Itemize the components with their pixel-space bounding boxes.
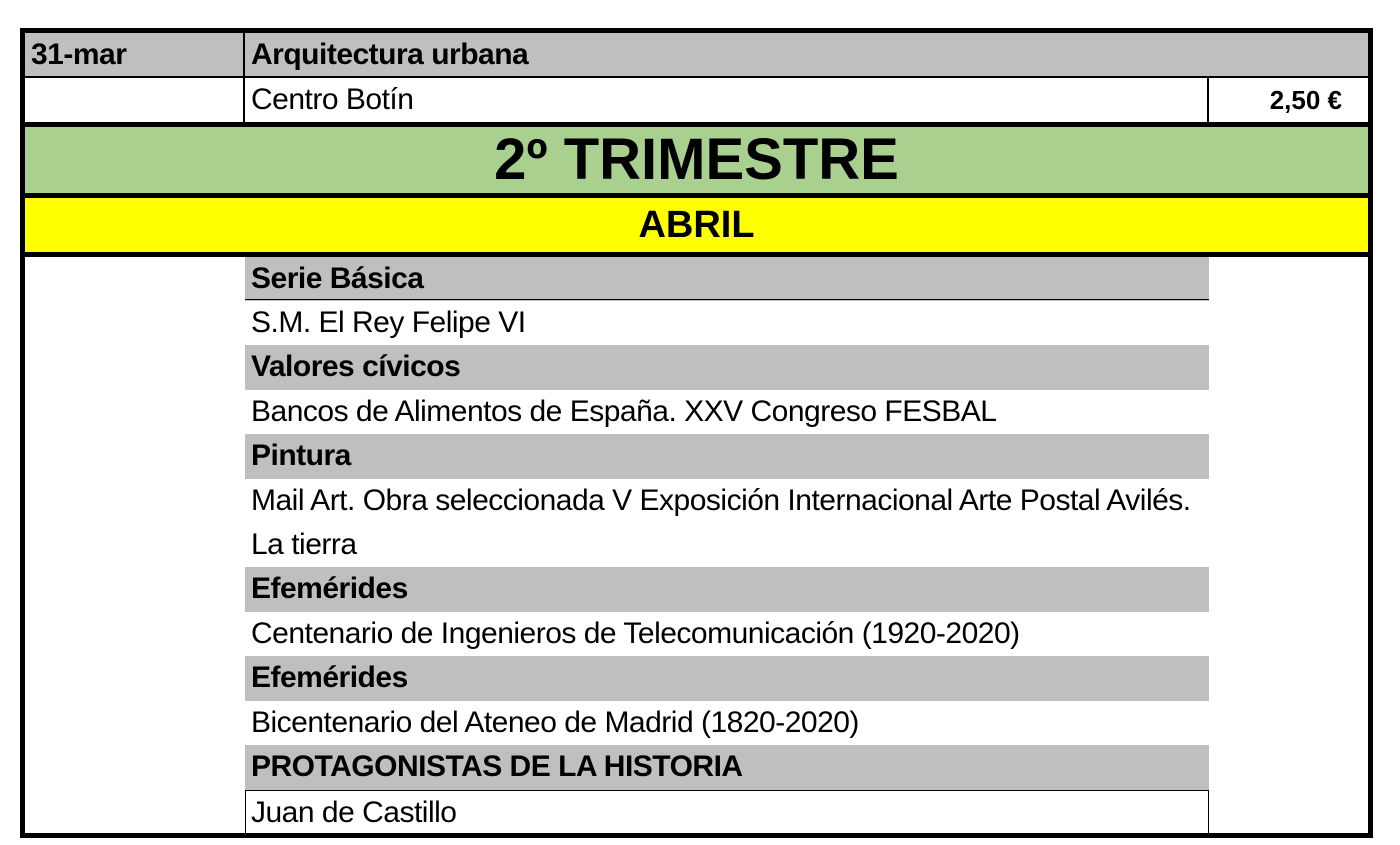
category-row: Pintura	[245, 434, 1209, 479]
stamp-title: Mail Art. Obra seleccionada V Exposición Internacional Arte Postal Avilés.	[251, 484, 1191, 517]
month-banner: ABRIL	[25, 198, 1368, 252]
category-row: Valores cívicos	[245, 345, 1209, 390]
stamp-title: S.M. El Rey Felipe VI	[251, 306, 526, 339]
category-row: PROTAGONISTAS DE LA HISTORIA	[245, 745, 1209, 790]
category-row: Serie Básica	[245, 257, 1209, 301]
stamp-title: Centenario de Ingenieros de Telecomunicación (1920-2020)	[251, 617, 1020, 650]
issue-date: 31-mar	[31, 38, 127, 71]
stamp-title: Bancos de Alimentos de España. XXV Congreso FESBAL	[251, 395, 997, 428]
category-row: Efemérides	[245, 567, 1209, 612]
category-row: Efemérides	[245, 656, 1209, 701]
series-header-row	[25, 33, 1368, 77]
stamp-price: 2,50 €	[1269, 85, 1342, 115]
stamp-title: Juan de Castillo	[245, 790, 1209, 833]
series-name: Arquitectura urbana	[251, 38, 529, 71]
quarter-banner: 2º TRIMESTRE	[25, 127, 1368, 193]
stamp-title: Bicentenario del Ateneo de Madrid (1820-2020)	[251, 706, 859, 739]
stamp-schedule-table	[20, 28, 1373, 838]
stamp-title: Centro Botín	[251, 83, 414, 116]
stamp-title-continued: La tierra	[251, 528, 357, 561]
